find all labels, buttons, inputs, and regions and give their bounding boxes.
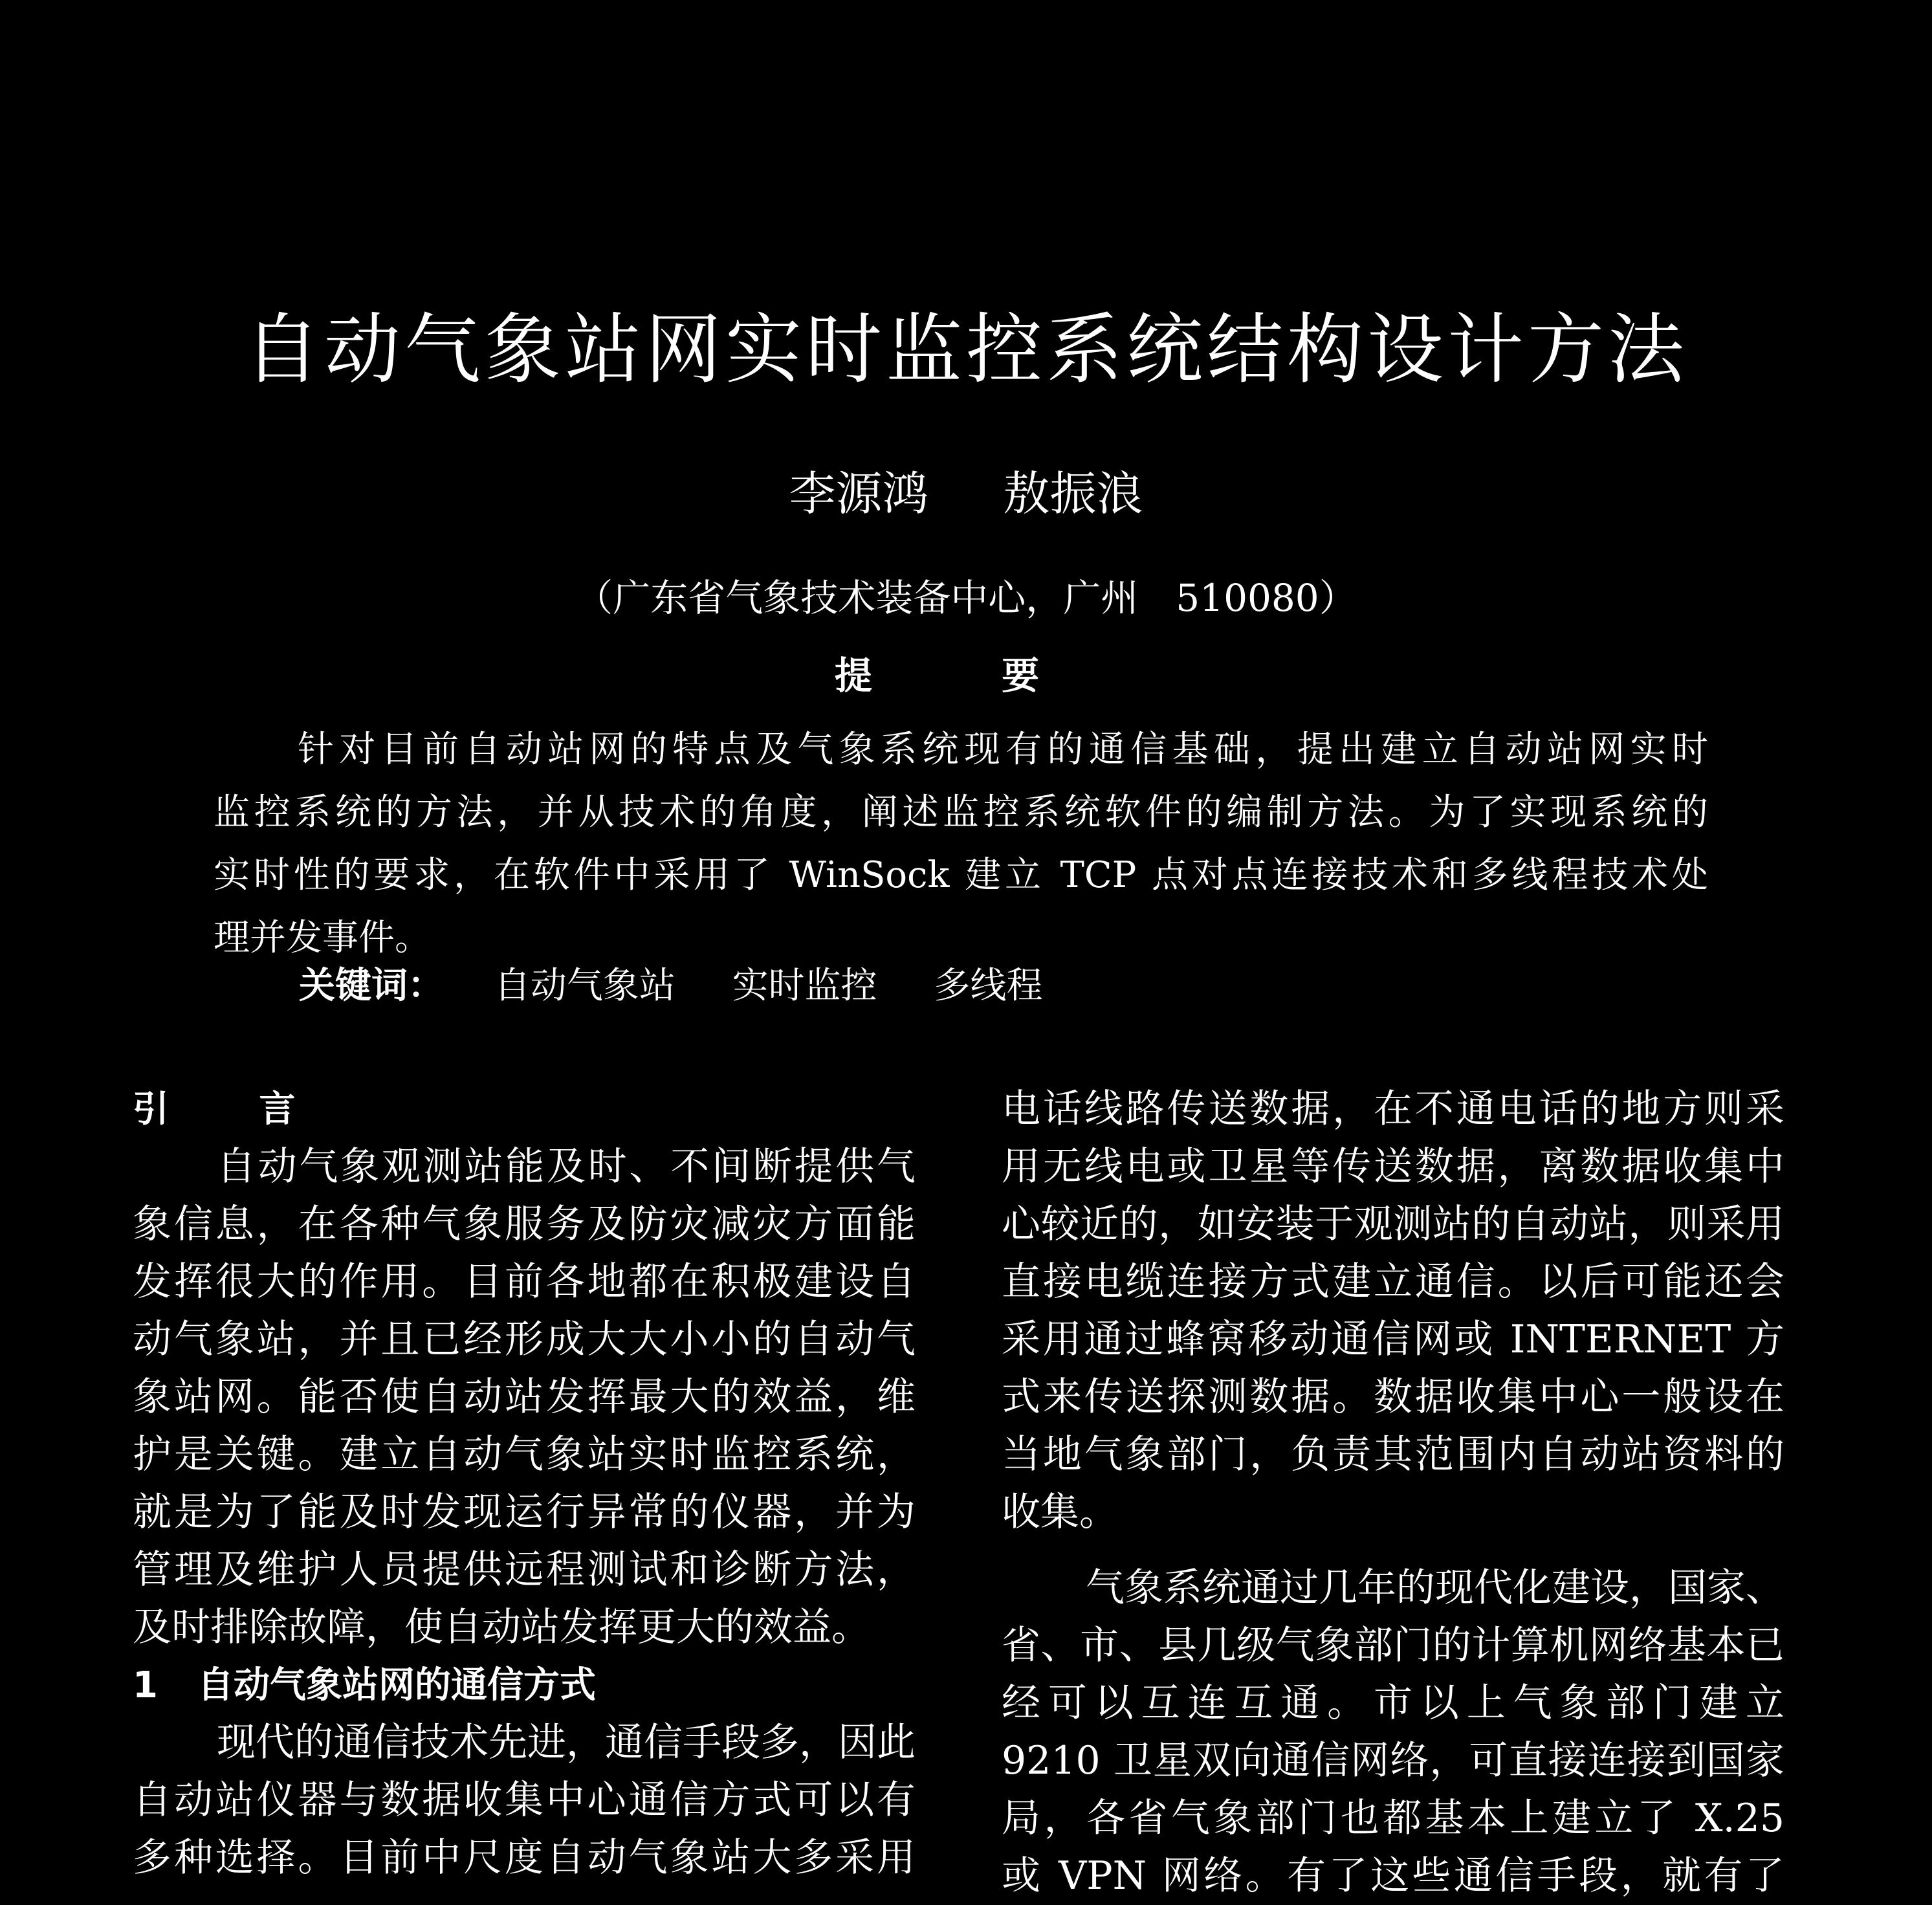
body-line: 省、市、县几级气象部门的计算机网络基本已 bbox=[1002, 1623, 1784, 1668]
author-list bbox=[0, 466, 1932, 522]
abstract-heading: 提 要 bbox=[834, 654, 1098, 698]
affiliation: （广东省气象技术装备中心，广州 510080） bbox=[575, 576, 1357, 620]
keywords-label: 关键词： bbox=[299, 965, 444, 1007]
body-line: 护是关键。建立自动气象站实时监控系统， bbox=[133, 1432, 916, 1477]
abstract-line: 实时性的要求，在软件中采用了 WinSock 建立 TCP 点对点连接技术和多线程技术处 bbox=[214, 854, 1708, 896]
body-line: 象站网。能否使自动站发挥最大的效益，维 bbox=[133, 1374, 916, 1420]
keyword-item: 自动气象站 bbox=[494, 965, 675, 1007]
intro-heading-text: 引 言 bbox=[133, 1088, 335, 1130]
body-line: 动气象站，并且已经形成大大小小的自动气 bbox=[133, 1317, 916, 1362]
keyword-item: 多线程 bbox=[934, 965, 1043, 1007]
abstract-line: 理并发事件。 bbox=[214, 917, 431, 959]
body-line: 气象系统通过几年的现代化建设，国家、 bbox=[1086, 1565, 1784, 1611]
abstract-line: 监控系统的方法，并从技术的角度，阐述监控系统软件的编制方法。为了实现系统的 bbox=[214, 791, 1708, 833]
body-line: 直接电缆连接方式建立通信。以后可能还会 bbox=[1002, 1259, 1784, 1305]
body-line: 电话线路传送数据，在不通电话的地方则采 bbox=[1002, 1086, 1784, 1132]
body-line: 9210 卫星双向通信网络，可直接连接到国家 bbox=[1002, 1738, 1784, 1783]
body-line: 用无线电或卫星等传送数据，离数据收集中 bbox=[1002, 1144, 1784, 1189]
author-name: 敖振浪 bbox=[1003, 467, 1143, 521]
body-line: 发挥很大的作用。目前各地都在积极建设自 bbox=[133, 1259, 916, 1305]
body-line: 就是为了能及时发现运行异常的仪器，并为 bbox=[133, 1490, 916, 1535]
body-line: 式来传送探测数据。数据收集中心一般设在 bbox=[1002, 1374, 1784, 1420]
section-title: 自动气象站网的通信方式 bbox=[197, 1664, 596, 1706]
left-column bbox=[133, 1081, 916, 1887]
section-number: 1 bbox=[133, 1664, 158, 1706]
body-line: 自动气象观测站能及时、不间断提供气 bbox=[217, 1144, 916, 1189]
body-line: 现代的通信技术先进，通信手段多，因此 bbox=[217, 1720, 916, 1765]
body-line: 局，各省气象部门也都基本上建立了 X.25 bbox=[1002, 1796, 1784, 1841]
body-line: 收集。 bbox=[1002, 1490, 1118, 1535]
body-line: 经可以互连互通。市以上气象部门建立 bbox=[1002, 1680, 1784, 1726]
intro-heading bbox=[133, 1081, 916, 1138]
body-line: 或 VPN 网络。有了这些通信手段，就有了 bbox=[1002, 1853, 1784, 1899]
body-line: 自动站仪器与数据收集中心通信方式可以有 bbox=[133, 1778, 916, 1823]
abstract-body bbox=[214, 718, 1708, 969]
author-name: 李源鸿 bbox=[789, 467, 929, 521]
body-line: 管理及维护人员提供远程测试和诊断方法， bbox=[133, 1547, 916, 1592]
section-heading bbox=[133, 1657, 916, 1714]
body-line: 象信息，在各种气象服务及防灾减灾方面能 bbox=[133, 1202, 916, 1247]
body-line: 及时排除故障，使自动站发挥更大的效益。 bbox=[133, 1605, 870, 1650]
paragraph-gap bbox=[1002, 1541, 1784, 1559]
body-line: 采用通过蜂窝移动通信网或 INTERNET 方 bbox=[1002, 1317, 1784, 1362]
paper-title: 自动气象站网实时监控系统结构设计方法 bbox=[243, 305, 1688, 394]
keywords bbox=[299, 964, 1088, 1008]
body-line: 当地气象部门，负责其范围内自动站资料的 bbox=[1002, 1432, 1784, 1477]
body-line: 多种选择。目前中尺度自动气象站大多采用 bbox=[133, 1835, 916, 1880]
right-column bbox=[1002, 1081, 1784, 1905]
keyword-item: 实时监控 bbox=[732, 965, 877, 1007]
body-line: 心较近的，如安装于观测站的自动站，则采用 bbox=[1002, 1202, 1784, 1247]
abstract-line: 针对目前自动站网的特点及气象系统现有的通信基础，提出建立自动站网实时 bbox=[298, 729, 1708, 771]
